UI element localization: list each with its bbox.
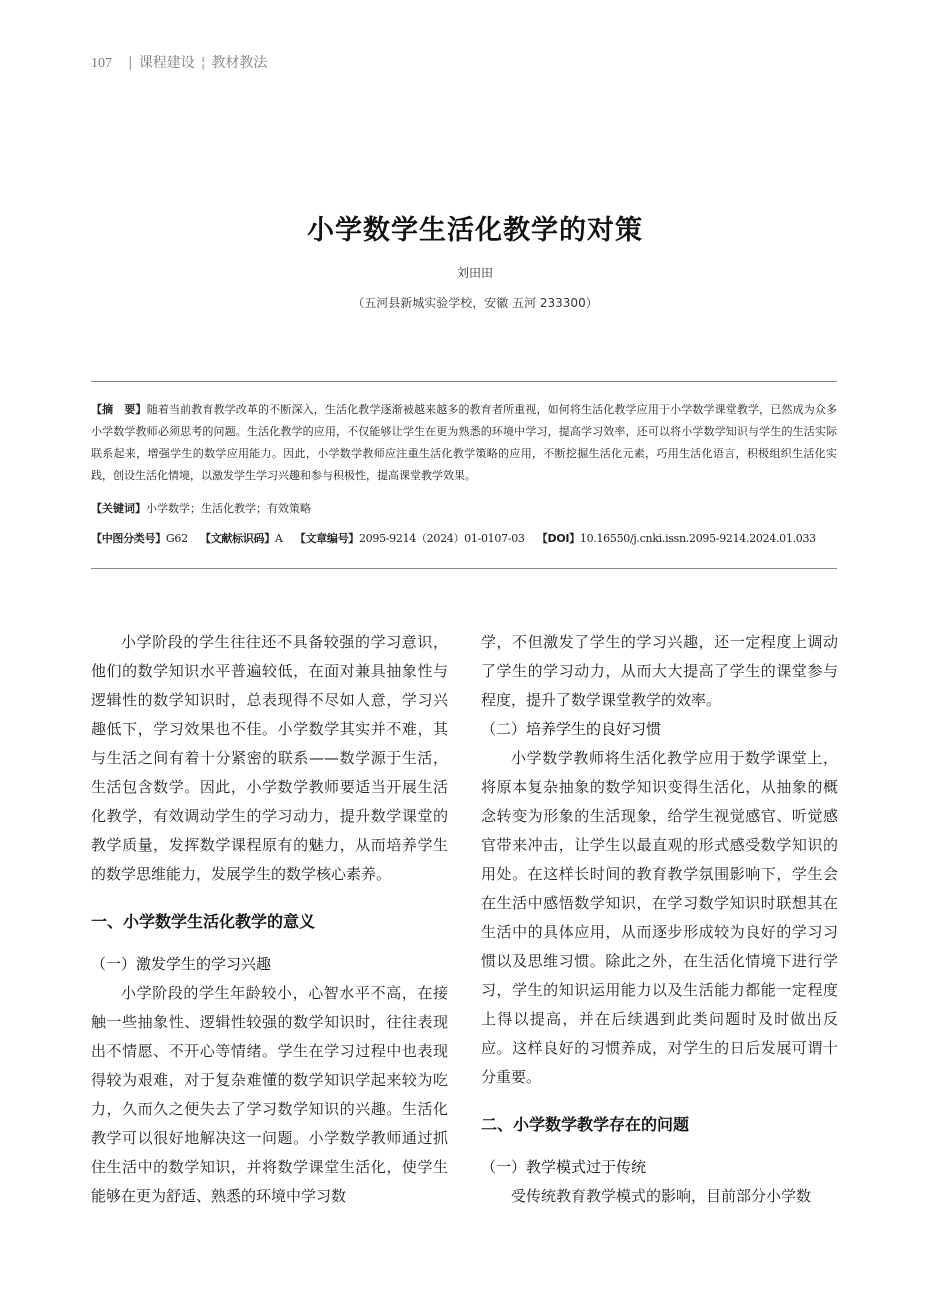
article-number-label: 【文章编号】 (294, 532, 359, 545)
top-divider (91, 381, 837, 382)
running-header (91, 52, 267, 72)
right-column (481, 628, 838, 1211)
keywords-text: 小学数学；生活化教学；有效策略 (146, 502, 311, 515)
header-separator: | (128, 55, 133, 71)
clc-value: G62 (165, 532, 188, 545)
page-number: 107 (91, 56, 112, 71)
keywords (91, 500, 311, 516)
article-number (295, 532, 525, 545)
left-column (91, 628, 448, 1211)
article-title: 小学数学生活化教学的对策 (307, 215, 643, 246)
bottom-divider (91, 568, 837, 569)
document-code-label: 【文献标识码】 (200, 532, 275, 545)
doi (537, 532, 816, 545)
intro-paragraph: 小学阶段的学生往往还不具备较强的学习意识，他们的数学知识水平普遍较低，在面对兼具抽象性与逻辑性的数学知识时，总表现得不尽如人意，学习兴趣低下，学习效果也不佳。小学数学其实并不难，其与生活之间有着十分紧密的联系——数学源于生活，生活包含数学。因此，小学数学教师要适当开展生活化教学，有效调动学生的学习动力，提升数学课堂的教学质量，发挥数学课程原有的魅力，从而培养学生的数学思维能力，发展学生的数学核心素养。 (91, 633, 448, 883)
header-subsection: 教材教法 (211, 55, 268, 71)
author-name: 刘田田 (456, 266, 493, 280)
subsection-heading-3: （一）教学模式过于传统 (481, 1158, 647, 1176)
paragraph: 受传统教育教学模式的影响，目前部分小学数 (511, 1187, 812, 1205)
section-heading-1: 一、小学数学生活化教学的意义 (91, 912, 316, 931)
paragraph: 小学阶段的学生年龄较小，心智水平不高，在接触一些抽象性、逻辑性较强的数学知识时，往往表现出不情愿、不开心等情绪。学生在学习过程中也表现得较为艰难，对于复杂难懂的数学知识学起来较为吃力，久而久之便失去了学习数学知识的兴趣。生活化教学可以很好地解决这一问题。小学数学教师通过抓住生活中的数学知识，并将数学课堂生活化，使学生能够在更为舒适、熟悉的环境中学习数 (91, 984, 448, 1205)
paragraph-continued: 学，不但激发了学生的学习兴趣，还一定程度上调动了学生的学习动力，从而大大提高了学生的课堂参与程度，提升了数学课堂教学的效率。 (481, 633, 838, 709)
clc-number (91, 532, 188, 545)
paragraph: 小学数学教师将生活化教学应用于数学课堂上，将原本复杂抽象的数学知识变得生活化，从抽象的概念转变为形象的生活现象，给学生视觉感官、听觉感官带来冲击，让学生以最直观的形式感受数学知识的用处。在这样长时间的教育教学氛围影响下，学生会在生活中感悟数学知识，在学习数学知识时联想其在生活中的具体应用，从而逐步形成较为良好的学习习惯以及思维习惯。除此之外，在生活化情境下进行学习，学生的知识运用能力以及生活能力都能一定程度上得以提高，并在后续遇到此类问题时及时做出反应。这样良好的习惯养成，对学生的日后发展可谓十分重要。 (481, 749, 838, 1086)
clc-label: 【中图分类号】 (91, 532, 166, 545)
subsection-heading-2: （二）培养学生的良好习惯 (481, 720, 662, 738)
author-affiliation: （五河县新城实验学校，安徽 五河 233300） (352, 296, 598, 310)
abstract (91, 399, 837, 487)
document-code-value: A (274, 532, 283, 545)
header-separator: ¦ (200, 55, 206, 71)
doi-label: 【DOI】 (536, 532, 580, 545)
section-heading-2: 二、小学数学教学存在的问题 (481, 1115, 690, 1134)
article-metadata (91, 530, 825, 546)
keywords-label: 【关键词】 (91, 502, 146, 515)
document-code (200, 532, 283, 545)
header-section: 课程建设 (138, 55, 195, 71)
doi-value: 10.16550/j.cnki.issn.2095-9214.2024.01.033 (579, 532, 816, 545)
subsection-heading-1: （一）激发学生的学习兴趣 (91, 955, 272, 973)
article-number-value: 2095-9214（2024）01-0107-03 (358, 532, 525, 545)
abstract-text: 随着当前教育教学改革的不断深入，生活化教学逐渐被越来越多的教育者所重视，如何将生活化教学应用于小学数学课堂教学，已然成为众多小学数学教师必须思考的问题。生活化教学的应用，不仅能够让学生在更为熟悉的环境中学习，提高学习效率，还可以将小学数学知识与学生的生活实际联系起来，增强学生的数学应用能力。因此，小学数学教师应注重生活化教学策略的应用，不断挖掘生活化元素，巧用生活化语言，积极组织生活化实践，创设生活化情境，以激发学生学习兴趣和参与积极性，提高课堂教学效果。 (91, 403, 838, 482)
abstract-label: 【摘 要】 (91, 403, 147, 416)
